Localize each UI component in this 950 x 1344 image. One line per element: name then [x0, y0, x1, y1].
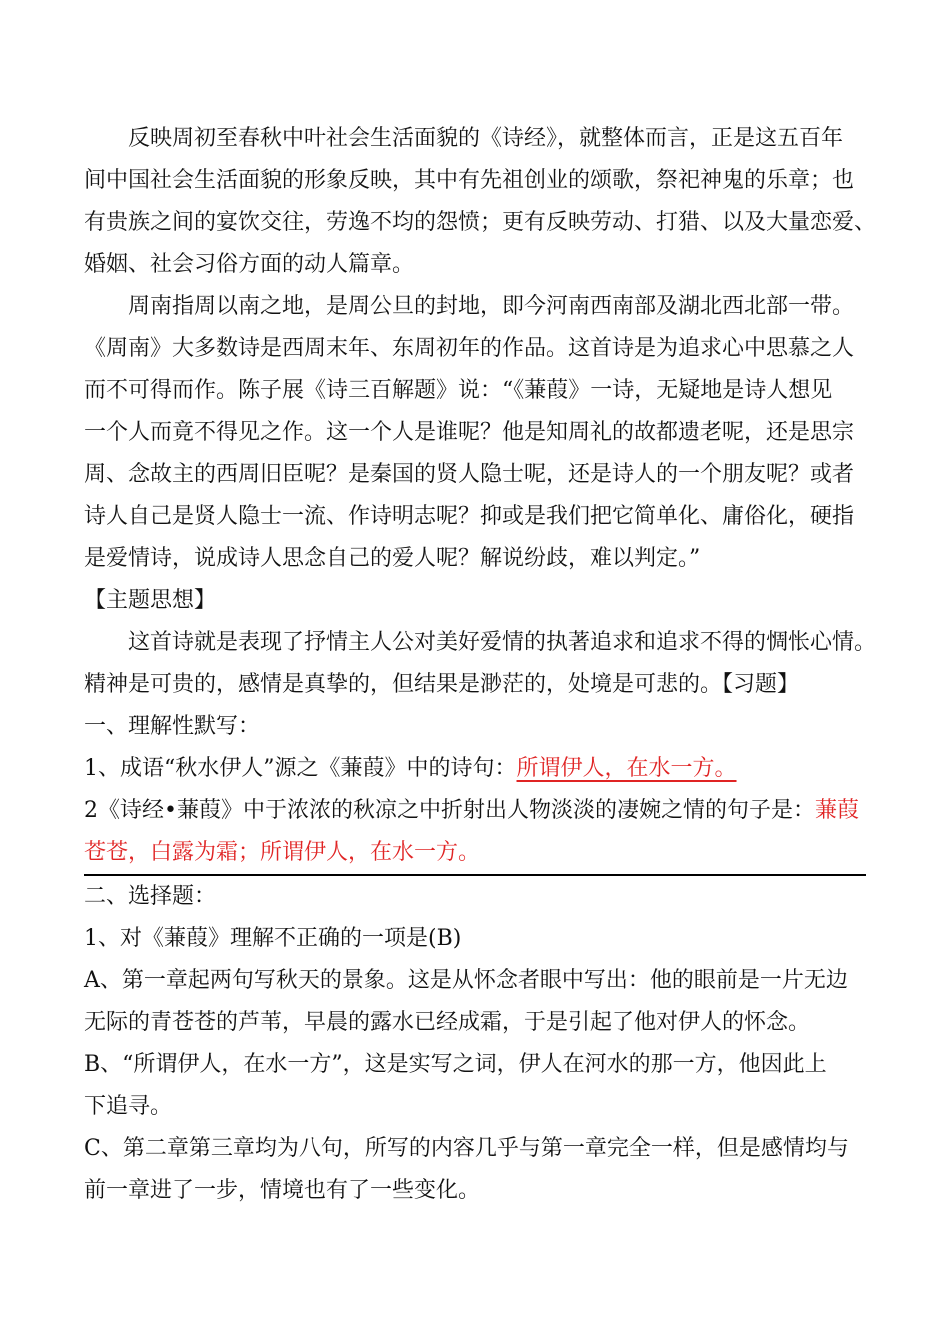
question-2 [84, 790, 884, 874]
text-line: 诗人自己是贤人隐士一流、作诗明志呢？抑或是我们把它简单化、庸俗化，硬指 [84, 504, 855, 529]
paragraph-theme [84, 622, 884, 706]
question-prompt: 2《诗经•蒹葭》中于浓浓的秋凉之中折射出人物淡淡的凄婉之情的句子是： [84, 798, 815, 823]
paragraph-zhounan [84, 286, 884, 580]
text-line: 是爱情诗，说成诗人思念自己的爱人呢？解说纷歧，难以判定。” [84, 546, 701, 571]
text-line: 《周南》大多数诗是西周末年、东周初年的作品。这首诗是为追求心中思慕之人 [84, 336, 855, 361]
text-line: 而不可得而作。陈子展《诗三百解题》说：“《蒹葭》一诗，无疑地是诗人想见 [84, 378, 833, 403]
mc-option-c: C、第二章第三章均为八句，所写的内容几乎与第一章完全一样，但是感情均与 [84, 1136, 849, 1161]
mc-option-a-continued: 无际的青苍苍的芦苇，早晨的露水已经成霜，于是引起了他对伊人的怀念。 [84, 1010, 811, 1035]
text-line: 反映周初至春秋中叶社会生活面貌的《诗经》，就整体而言，正是这五百年 [128, 126, 844, 151]
document-page [84, 118, 884, 1212]
paragraph-shijing-overview [84, 118, 884, 286]
multiple-choice-1 [84, 918, 884, 1212]
text-line: 有贵族之间的宴饮交往，劳逸不均的怨愤；更有反映劳动、打猎、以及大量恋爱、 [84, 210, 877, 235]
mc-option-a: A、第一章起两句写秋天的景象。这是从怀念者眼中写出：他的眼前是一片无边 [84, 968, 848, 993]
section-heading-multiple-choice: 二、选择题： [84, 884, 217, 909]
mc-option-b-continued: 下追寻。 [84, 1094, 173, 1119]
text-line: 婚姻、社会习俗方面的动人篇章。 [84, 252, 415, 277]
mc-question: 1、对《蒹葭》理解不正确的一项是(B) [84, 926, 462, 951]
text-line: 周南指周以南之地，是周公旦的封地，即今河南西南部及湖北西北部一带。 [128, 294, 855, 319]
text-line: 这首诗就是表现了抒情主人公对美好爱情的执著追求和追求不得的惆怅心情。 [128, 630, 877, 655]
mc-option-c-continued: 前一章进了一步，情境也有了一些变化。 [84, 1178, 481, 1203]
question-answer: 蒹葭 [814, 798, 859, 823]
theme-heading: 【主题思想】 [84, 588, 217, 613]
text-line: 精神是可贵的，感情是真挚的，但结果是渺茫的，处境是可悲的。【习题】 [84, 672, 800, 697]
text-line: 间中国社会生活面貌的形象反映，其中有先祖创业的颂歌，祭祀神鬼的乐章；也 [84, 168, 855, 193]
question-answer: 所谓伊人，在水一方。 [516, 756, 737, 781]
text-line: 一个人而竟不得见之作。这一个人是谁呢？他是知周礼的故都遗老呢，还是思宗 [84, 420, 855, 445]
question-answer-continued: 苍苍，白露为霜；所谓伊人，在水一方。 [84, 840, 481, 865]
section-heading-dictation: 一、理解性默写： [84, 714, 261, 739]
question-1 [84, 748, 884, 790]
mc-option-b: B、“所谓伊人，在水一方”，这是实写之词，伊人在河水的那一方，他因此上 [84, 1052, 827, 1077]
question-prompt: 1、成语“秋水伊人”源之《蒹葭》中的诗句： [84, 756, 517, 781]
text-line: 周、念故主的西周旧臣呢？是秦国的贤人隐士呢，还是诗人的一个朋友呢？或者 [84, 462, 855, 487]
